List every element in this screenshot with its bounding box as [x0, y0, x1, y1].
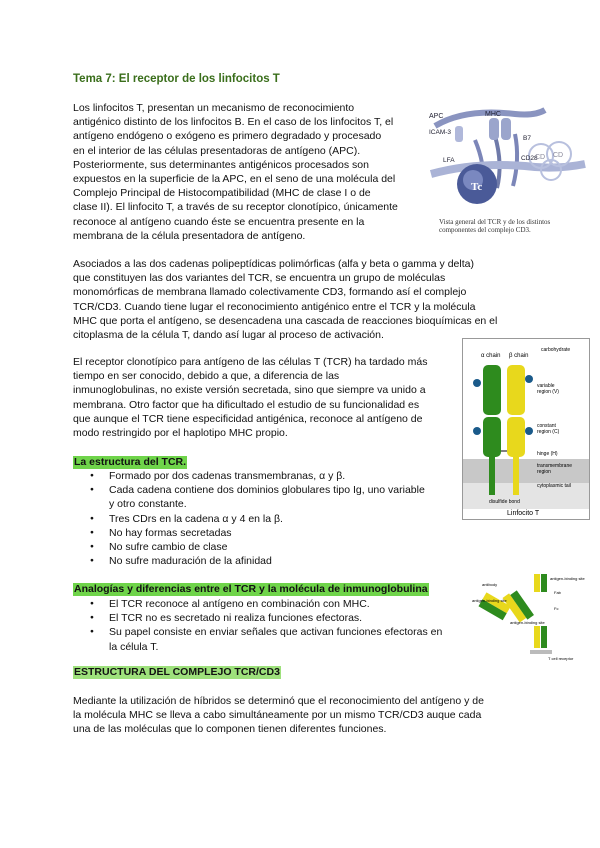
list-item: ● Su papel consiste en enviar señales que activan funciones efectoras en	[90, 625, 470, 639]
antibody-tcr-diagram	[470, 574, 588, 666]
fig2-carbohydrate-label: carbohydrate	[541, 347, 571, 353]
paragraph-line: inmunoglobulinas, no existe versión secretada, sino que siempre va unido a	[73, 384, 426, 397]
list-item: ● El TCR no es secretado ni realiza funciones efectoras.	[90, 611, 470, 625]
section-heading-analogies: Analogías y diferencias entre el TCR y la molécula de inmunoglobulina	[74, 583, 428, 595]
fig2-beta-label: β chain	[509, 353, 529, 359]
figure1-caption-line: Vista general del TCR y de los distintos	[439, 218, 551, 226]
list-item: ● No sufre cambio de clase	[90, 540, 460, 554]
fig2-alpha-label: α chain	[481, 353, 501, 359]
list-item: ● Tres CDrs en la cadena α y 4 en la β.	[90, 512, 460, 526]
antibody-shape	[478, 590, 534, 622]
fig2-region-label: region	[537, 469, 551, 475]
fig3-fab-label: Fab	[554, 590, 561, 595]
paragraph-line: El receptor clonotípico para antígeno de las células T (TCR) ha tardado más	[73, 356, 428, 368]
list-item: ● No hay formas secretadas	[90, 526, 460, 540]
figure1-caption-line: componentes del complejo CD3.	[439, 226, 531, 234]
fig2-transmembrane-label: transmembrane	[537, 463, 573, 469]
fig1-label-cd-b: CD	[553, 152, 564, 159]
paragraph-line: citoplasma de la célula T, dando así lugar al proceso de activación.	[73, 329, 384, 342]
fig3-fc-label: Fc	[554, 606, 559, 611]
paragraph-line: tiempo en ser conocido, debido a que, a diferencia de las	[73, 370, 340, 383]
fig2-cytoplasmic-label: cytoplasmic tail	[537, 483, 571, 489]
paragraph-line: modo restringido por el haplotipo MHC propio.	[73, 427, 288, 440]
paragraph-line: expuestos en la superficie de la APC, en el seno de una molécula del	[73, 173, 396, 186]
structure-list	[90, 469, 460, 568]
paragraph-line: MHC que porta el antígeno, se desencadena una cascada de reacciones bioquímicas en el	[73, 314, 498, 327]
tcr-shape	[534, 626, 540, 648]
fig1-label-cd28: CD28	[521, 155, 538, 162]
paragraph-line: TCR/CD3. Cuando tiene lugar el reconocimiento antigénico entre el TCR y la molécula	[73, 300, 476, 313]
paragraph-line: que constituyen las dos variantes del TCR, se encuentra un grupo de moléculas	[73, 272, 446, 285]
paragraph-line: clase II). El linfocito T, a través de su receptor clonotípico, únicamente	[73, 201, 398, 214]
fig1-label-tc: Tc	[471, 181, 483, 193]
fig3-antibody-label: antibody	[482, 582, 498, 587]
section-heading-structure: La estructura del TCR.	[74, 456, 187, 468]
paragraph-line: membrana de la célula presentadora de antígeno.	[73, 229, 306, 242]
paragraph-cd3	[73, 257, 497, 342]
fig1-label-cd-a: CD	[535, 154, 546, 161]
figure-antibody-vs-tcr	[470, 574, 588, 666]
analogies-list	[90, 597, 470, 654]
fig1-label-icam: ICAM-3	[429, 129, 452, 136]
paragraph-hybrids	[73, 694, 484, 737]
paragraph-line: Complejo Principal de Histocompatibilidad (MHC de clase I o de	[73, 187, 371, 200]
page-title: Tema 7: El receptor de los linfocitos T	[73, 73, 280, 85]
fig3-tcr-label: T cell receptor	[548, 656, 574, 661]
figure-tcr-structure	[462, 338, 590, 520]
figure-tcr-overview	[425, 104, 587, 240]
paragraph-receptor	[73, 355, 427, 440]
list-item: ● No sufre maduración de la afinidad	[90, 554, 460, 568]
fig2-caption: Linfocito T	[507, 510, 540, 517]
paragraph-line: antigénico distinto de los linfocitos B. En el caso de los linfocitos T, el	[73, 116, 394, 129]
paragraph-line: Posteriormente, sus determinantes antigénicos procesados son	[73, 158, 369, 171]
paragraph-line: Asociados a las dos cadenas polipeptídicas polimórficas (alfa y beta o gamma y delta)	[73, 258, 474, 270]
figure1-caption	[439, 218, 587, 234]
paragraph-intro	[73, 101, 398, 243]
fig2-constant-label: constant	[537, 423, 556, 429]
fig1-label-mhc: MHC	[485, 111, 501, 118]
tcr-structure-diagram	[463, 339, 589, 519]
paragraph-line: la molécula MHC se lleva a cabo simultáneamente por un mismo TCR/CD3 auque cada	[73, 709, 482, 722]
beta-constant-domain	[507, 417, 525, 457]
fig2-constant-region-label: region (C)	[537, 429, 560, 435]
paragraph-line: monomórficas de membrana llamado colectivamente CD3, formando así el complejo	[73, 286, 467, 299]
paragraph-line: antígeno endógeno o exógeno es primero degradado y procesado	[73, 130, 382, 143]
fig3-antigen-site-label: antigen-binding site	[510, 620, 545, 625]
fig2-hinge-label: hinge (H)	[537, 451, 558, 457]
paragraph-line: Mediante la utilización de híbridos se determinó que el reconocimiento del antígeno y de	[73, 695, 484, 707]
section-heading-complex: ESTRUCTURA DEL COMPLEJO TCR/CD3	[74, 666, 280, 678]
list-item: ● El TCR reconoce al antígeno en combinación con MHC.	[90, 597, 470, 611]
fig2-disulfide-label: disulfide bond	[489, 499, 520, 505]
paragraph-line: reconoce al antígeno cuando éste se encuentra presente en la	[73, 215, 365, 228]
fig3-antigen-site-label: antigen-binding site	[550, 576, 585, 581]
paragraph-line: Los linfocitos T, presentan un mecanismo de reconocimiento	[73, 102, 355, 114]
list-item: ● Formado por dos cadenas transmembranas, α y β.	[90, 469, 460, 483]
beta-variable-domain	[507, 365, 525, 415]
paragraph-line: una de las moléculas que lo componen tienen diferentes funciones.	[73, 723, 387, 736]
alpha-variable-domain	[483, 365, 501, 415]
fig2-variable-region-label: region (V)	[537, 389, 559, 395]
fig1-label-b7: B7	[523, 135, 531, 142]
fig2-variable-label: variable	[537, 383, 555, 389]
paragraph-line: membrana. Otro factor que ha dificultado el estudio de su funcionalidad es	[73, 398, 420, 411]
fig3-antigen-site-label: antigen-binding site	[472, 598, 507, 603]
alpha-constant-domain	[483, 417, 501, 457]
fig1-label-apc: APC	[429, 113, 444, 120]
paragraph-line: que aunque el TCR tiene especificidad antigénica, reconoce al antígeno de	[73, 412, 423, 425]
list-item: la célula T.	[109, 640, 159, 653]
list-item: ● Cada cadena contiene dos dominios globulares tipo Ig, uno variable	[90, 483, 460, 497]
fig1-label-lfa: LFA	[443, 157, 455, 164]
paragraph-line: en el interior de las células presentadoras de antígeno (APC).	[73, 144, 361, 157]
list-item: y otro constante.	[109, 498, 187, 511]
